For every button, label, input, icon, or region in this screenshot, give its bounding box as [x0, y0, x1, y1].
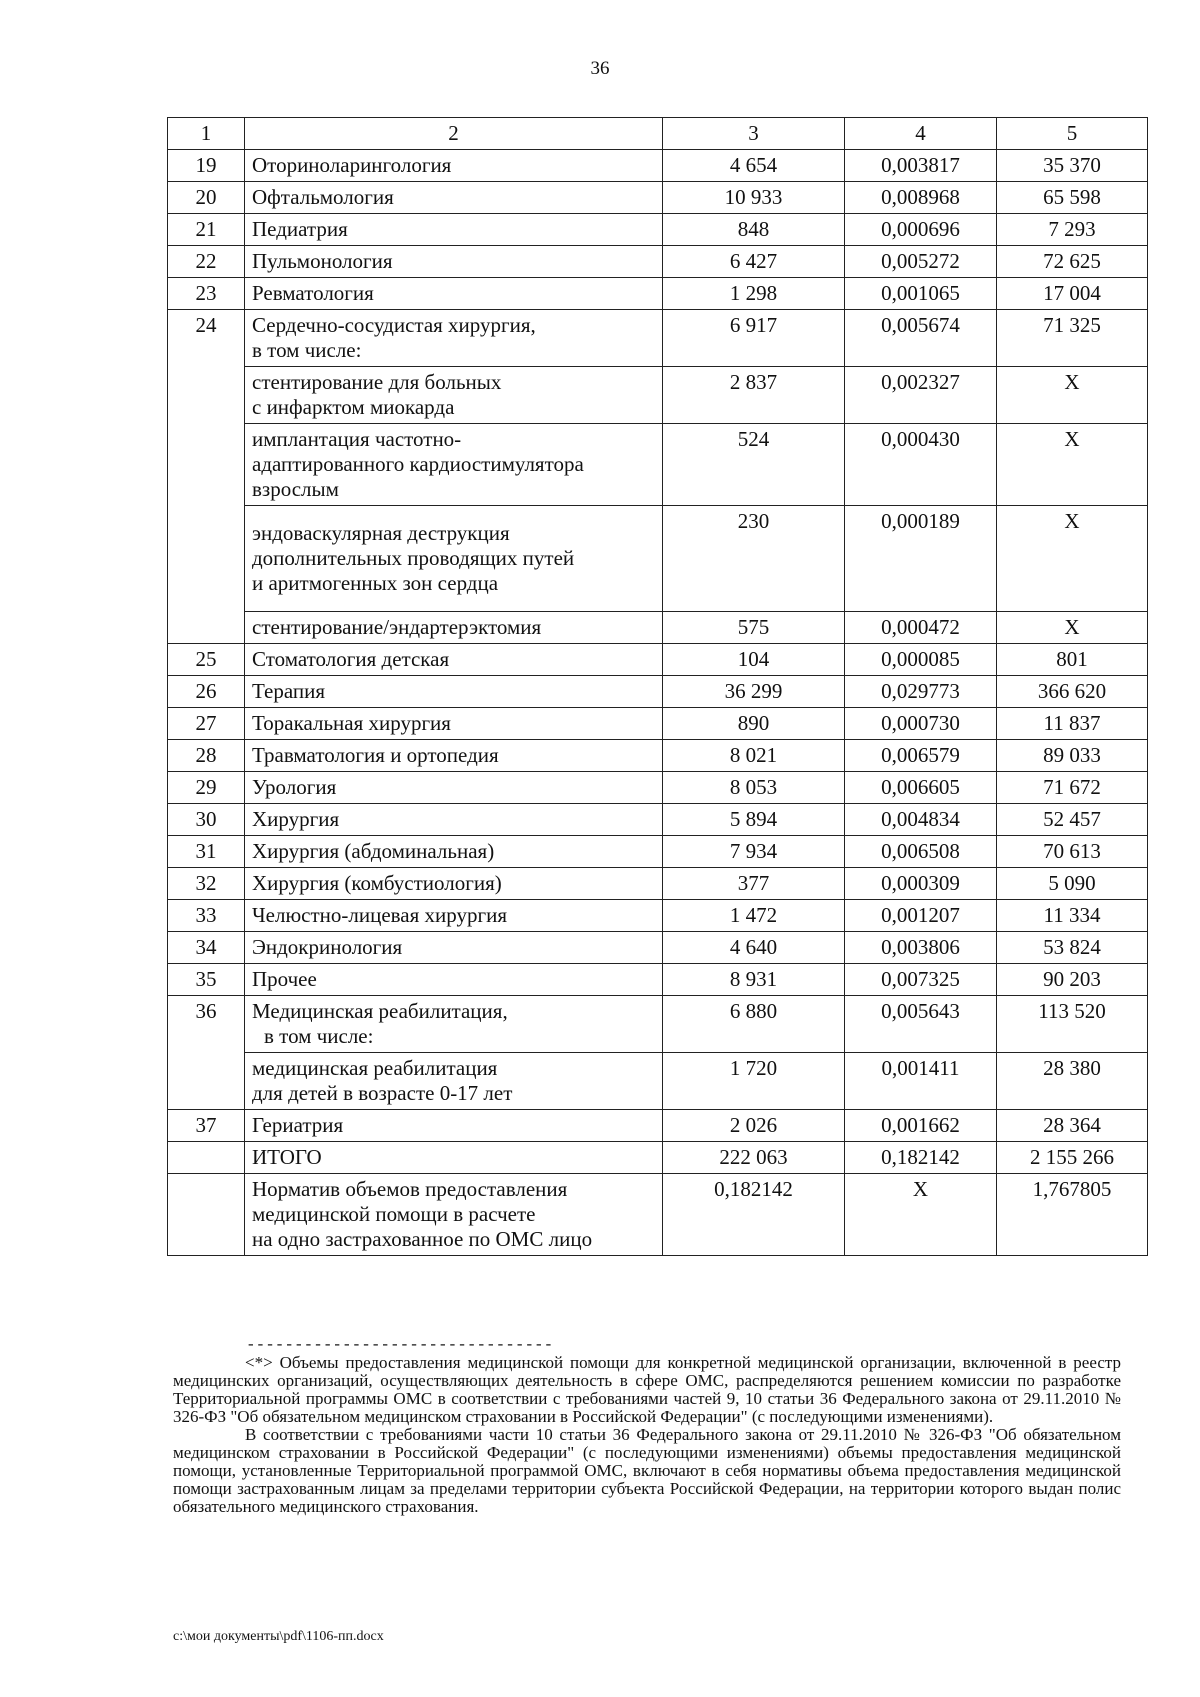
row-value-3: 8 931: [663, 964, 845, 996]
row-value-5: 72 625: [997, 246, 1148, 278]
subrow-name-line: медицинская реабилитация: [252, 1056, 498, 1080]
row-value-3: 7 934: [663, 836, 845, 868]
row-name-line: Сердечно-сосудистая хирургия,: [252, 313, 536, 337]
row-number: 26: [168, 676, 245, 708]
row-number: 24: [168, 310, 245, 644]
header-cell: 4: [845, 118, 997, 150]
row-value-5: X: [997, 612, 1148, 644]
total-value-3: 222 063: [663, 1142, 845, 1174]
header-cell: 2: [245, 118, 663, 150]
row-name: Ревматология: [245, 278, 663, 310]
row-number: 37: [168, 1110, 245, 1142]
norm-row: [168, 1174, 1148, 1256]
table-row: [168, 214, 1148, 246]
footnote-paragraph: В соответствии с требованиями части 10 статьи 36 Федерального закона от 29.11.2010 № 326-ФЗ "Об обязательном медицинском страховании в Российской Федерации" (с последующими изменениями) объемы предоставления медицинской помощи, установленные Территориальной программой ОМС, включают в себя нормативы объема предоставления медицинской помощи застрахованным лицам за пределами территории субъекта Российской Федерации, на территории которого выдан полис обязательного медицинского страхования.: [173, 1425, 1121, 1516]
norm-label: [245, 1174, 663, 1256]
row-number: 20: [168, 182, 245, 214]
row-name: Прочее: [245, 964, 663, 996]
table-row: [168, 310, 1148, 367]
header-cell: 1: [168, 118, 245, 150]
table-subrow: [168, 1053, 1148, 1110]
row-value-5: 113 520: [997, 996, 1148, 1053]
subrow-name-line: взрослым: [252, 477, 339, 501]
row-value-3: 575: [663, 612, 845, 644]
subrow-name-line: имплантация частотно-: [252, 427, 462, 451]
row-number: 33: [168, 900, 245, 932]
table-row: [168, 708, 1148, 740]
row-name-line: в том числе:: [252, 338, 362, 362]
total-value-4: 0,182142: [845, 1142, 997, 1174]
row-value-5: 366 620: [997, 676, 1148, 708]
row-value-3: 377: [663, 868, 845, 900]
header-cell: 3: [663, 118, 845, 150]
subrow-name: [245, 506, 663, 612]
row-value-3: 230: [663, 506, 845, 612]
norm-label-line: Норматив объемов предоставления: [252, 1177, 568, 1201]
row-value-5: X: [997, 367, 1148, 424]
table-row: [168, 772, 1148, 804]
row-value-5: 52 457: [997, 804, 1148, 836]
row-number: 21: [168, 214, 245, 246]
row-name: Терапия: [245, 676, 663, 708]
table-row: [168, 644, 1148, 676]
row-value-4: 0,001207: [845, 900, 997, 932]
row-number: 25: [168, 644, 245, 676]
row-value-3: 6 880: [663, 996, 845, 1053]
table-row: [168, 900, 1148, 932]
table-subrow: [168, 612, 1148, 644]
row-value-5: 35 370: [997, 150, 1148, 182]
table-header-row: [168, 118, 1148, 150]
row-value-3: 36 299: [663, 676, 845, 708]
footer-file-path: c:\мои документы\pdf\1106-пп.docx: [173, 1629, 384, 1644]
row-name: Офтальмология: [245, 182, 663, 214]
row-value-3: 1 472: [663, 900, 845, 932]
row-name: Оториноларингология: [245, 150, 663, 182]
table-row: [168, 932, 1148, 964]
norm-value-4: X: [845, 1174, 997, 1256]
row-name: Хирургия: [245, 804, 663, 836]
table-row: [168, 868, 1148, 900]
row-value-4: 0,000085: [845, 644, 997, 676]
table-row: [168, 150, 1148, 182]
row-number: 36: [168, 996, 245, 1110]
row-number: [168, 1142, 245, 1174]
row-value-4: 0,006579: [845, 740, 997, 772]
row-value-5: 71 672: [997, 772, 1148, 804]
row-value-3: 6 427: [663, 246, 845, 278]
row-value-4: 0,001411: [845, 1053, 997, 1110]
row-number: [168, 1174, 245, 1256]
row-value-5: 28 364: [997, 1110, 1148, 1142]
row-name: Хирургия (абдоминальная): [245, 836, 663, 868]
row-value-4: 0,008968: [845, 182, 997, 214]
row-value-3: 848: [663, 214, 845, 246]
subrow-name-line: адаптированного кардиостимулятора: [252, 452, 584, 476]
norm-label-line: на одно застрахованное по ОМС лицо: [252, 1227, 593, 1251]
row-value-3: 4 640: [663, 932, 845, 964]
row-value-3: 524: [663, 424, 845, 506]
row-number: 19: [168, 150, 245, 182]
row-number: 34: [168, 932, 245, 964]
subrow-name-line: и аритмогенных зон сердца: [252, 571, 499, 595]
table-row: [168, 278, 1148, 310]
table-row: [168, 964, 1148, 996]
subrow-name-line: эндоваскулярная деструкция: [252, 521, 510, 545]
row-value-3: 4 654: [663, 150, 845, 182]
subrow-name: [245, 1053, 663, 1110]
row-value-3: 8 053: [663, 772, 845, 804]
norm-value-5: 1,767805: [997, 1174, 1148, 1256]
row-number: 30: [168, 804, 245, 836]
row-value-4: 0,000309: [845, 868, 997, 900]
row-value-4: 0,003806: [845, 932, 997, 964]
row-value-4: 0,005272: [845, 246, 997, 278]
table-row: [168, 1110, 1148, 1142]
row-value-5: 11 334: [997, 900, 1148, 932]
row-value-3: 104: [663, 644, 845, 676]
subrow-name-line: с инфарктом миокарда: [252, 395, 455, 419]
subrow-name: [245, 367, 663, 424]
row-value-5: 90 203: [997, 964, 1148, 996]
subrow-name-line: стентирование для больных: [252, 370, 502, 394]
row-value-5: X: [997, 424, 1148, 506]
row-name: [245, 310, 663, 367]
table-row: [168, 996, 1148, 1053]
row-value-3: 8 021: [663, 740, 845, 772]
footnote-paragraph: <*> Объемы предоставления медицинской помощи для конкретной медицинской организации, включенной в реестр медицинских организаций, осуществляющих деятельность в сфере ОМС, распределяются решением комиссии по разработке Территориальной программы ОМС в соответствии с требованиями частей 9, 10 статьи 36 Федерального закона от 29.11.2010 № 326-ФЗ "Об обязательном медицинском страховании в Российской Федерации" (с последующими изменениями).: [173, 1353, 1121, 1426]
row-value-3: 2 026: [663, 1110, 845, 1142]
row-value-5: 7 293: [997, 214, 1148, 246]
row-value-3: 6 917: [663, 310, 845, 367]
row-name-line: в том числе:: [264, 1024, 374, 1048]
row-value-4: 0,006508: [845, 836, 997, 868]
row-value-4: 0,000430: [845, 424, 997, 506]
subrow-name-line: дополнительных проводящих путей: [252, 546, 575, 570]
row-value-3: 1 720: [663, 1053, 845, 1110]
row-value-4: 0,000472: [845, 612, 997, 644]
row-name: Педиатрия: [245, 214, 663, 246]
row-value-5: 53 824: [997, 932, 1148, 964]
row-number: 29: [168, 772, 245, 804]
norm-value-3: 0,182142: [663, 1174, 845, 1256]
row-number: 32: [168, 868, 245, 900]
row-value-4: 0,000189: [845, 506, 997, 612]
table-subrow: [168, 506, 1148, 612]
row-name-line: Медицинская реабилитация,: [252, 999, 508, 1023]
subrow-name-line: для детей в возрасте 0-17 лет: [252, 1081, 513, 1105]
row-value-5: X: [997, 506, 1148, 612]
row-number: 22: [168, 246, 245, 278]
row-value-5: 89 033: [997, 740, 1148, 772]
total-label: ИТОГО: [245, 1142, 663, 1174]
row-number: 31: [168, 836, 245, 868]
row-value-4: 0,001662: [845, 1110, 997, 1142]
row-number: 35: [168, 964, 245, 996]
subrow-name: [245, 424, 663, 506]
total-value-5: 2 155 266: [997, 1142, 1148, 1174]
row-value-4: 0,002327: [845, 367, 997, 424]
row-number: 23: [168, 278, 245, 310]
table-row: [168, 182, 1148, 214]
table-row: [168, 836, 1148, 868]
row-value-3: 1 298: [663, 278, 845, 310]
row-number: 27: [168, 708, 245, 740]
row-name: Пульмонология: [245, 246, 663, 278]
row-value-5: 71 325: [997, 310, 1148, 367]
row-value-5: 65 598: [997, 182, 1148, 214]
row-value-3: 890: [663, 708, 845, 740]
header-cell: 5: [997, 118, 1148, 150]
row-name: Хирургия (комбустиология): [245, 868, 663, 900]
table-subrow: [168, 424, 1148, 506]
row-value-3: 10 933: [663, 182, 845, 214]
row-value-3: 2 837: [663, 367, 845, 424]
row-value-4: 0,000730: [845, 708, 997, 740]
row-name: Челюстно-лицевая хирургия: [245, 900, 663, 932]
volumes-table: [167, 117, 1148, 1256]
table-row: [168, 804, 1148, 836]
footnote-separator: --------------------------------: [246, 1336, 554, 1354]
row-value-5: 17 004: [997, 278, 1148, 310]
row-value-4: 0,000696: [845, 214, 997, 246]
row-value-5: 5 090: [997, 868, 1148, 900]
row-value-4: 0,007325: [845, 964, 997, 996]
row-value-5: 28 380: [997, 1053, 1148, 1110]
row-value-4: 0,001065: [845, 278, 997, 310]
row-name: [245, 996, 663, 1053]
table-row: [168, 676, 1148, 708]
table-row: [168, 740, 1148, 772]
page-number: 36: [590, 58, 610, 79]
row-value-4: 0,005643: [845, 996, 997, 1053]
row-value-4: 0,004834: [845, 804, 997, 836]
footnotes: [173, 1354, 1121, 1516]
row-name: Эндокринология: [245, 932, 663, 964]
total-row: [168, 1142, 1148, 1174]
row-name: Урология: [245, 772, 663, 804]
norm-label-line: медицинской помощи в расчете: [252, 1202, 536, 1226]
row-number: 28: [168, 740, 245, 772]
row-value-5: 11 837: [997, 708, 1148, 740]
row-value-4: 0,003817: [845, 150, 997, 182]
row-value-4: 0,005674: [845, 310, 997, 367]
table-row: [168, 246, 1148, 278]
row-name: Стоматология детская: [245, 644, 663, 676]
row-value-5: 70 613: [997, 836, 1148, 868]
row-value-4: 0,006605: [845, 772, 997, 804]
subrow-name: стентирование/эндартерэктомия: [245, 612, 663, 644]
row-name: Торакальная хирургия: [245, 708, 663, 740]
row-name: Травматология и ортопедия: [245, 740, 663, 772]
row-value-3: 5 894: [663, 804, 845, 836]
row-value-4: 0,029773: [845, 676, 997, 708]
row-name: Гериатрия: [245, 1110, 663, 1142]
table-subrow: [168, 367, 1148, 424]
row-value-5: 801: [997, 644, 1148, 676]
